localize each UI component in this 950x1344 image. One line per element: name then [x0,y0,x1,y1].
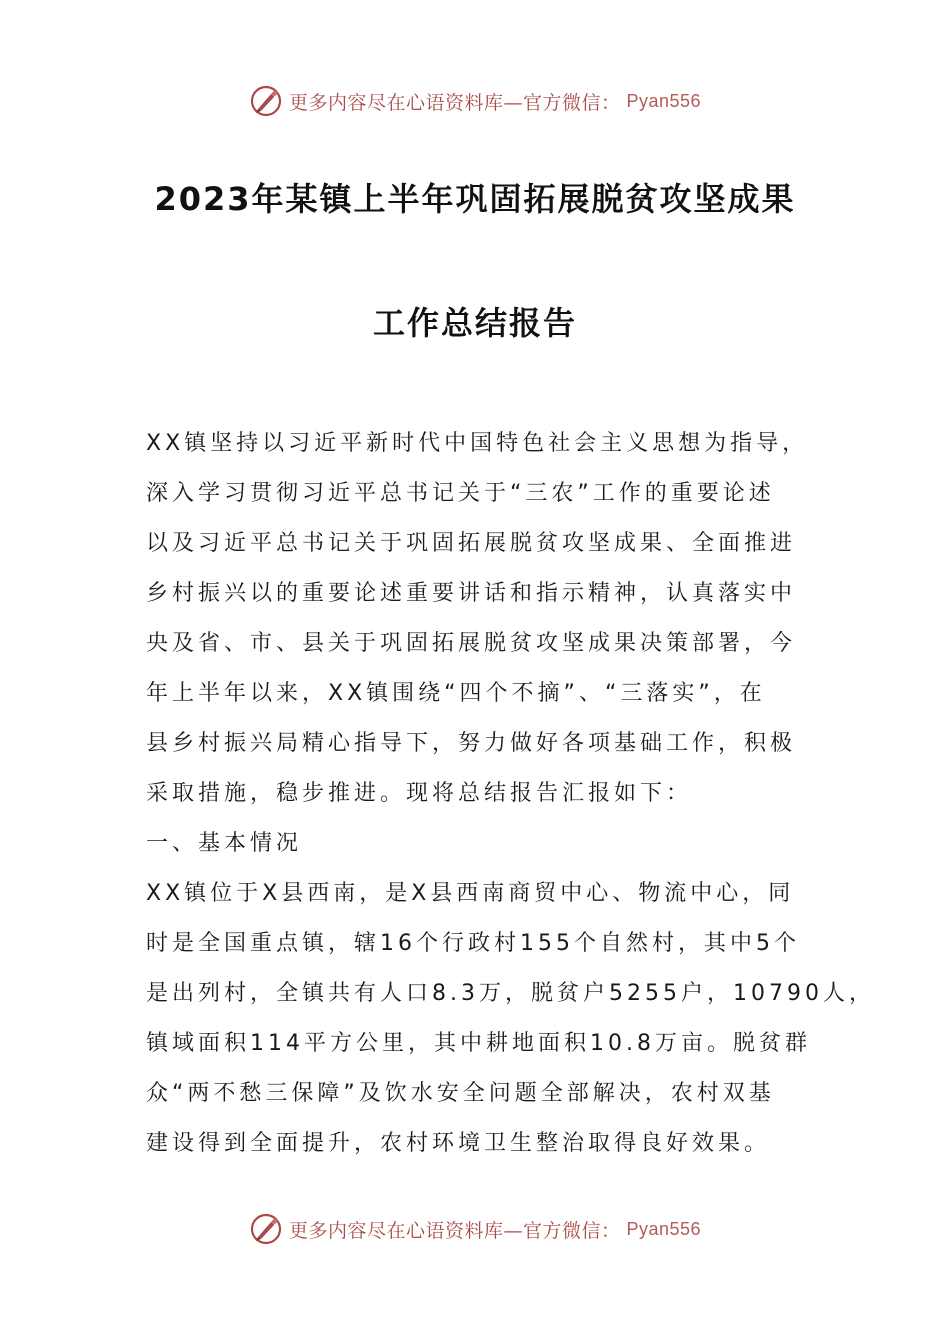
pen-logo-icon [249,84,283,118]
document-title-line-1: 2023年某镇上半年巩固拓展脱贫攻坚成果 [154,180,796,218]
body-line: 以及习近平总书记关于巩固拓展脱贫攻坚成果、全面推进 [146,531,797,556]
watermark-id: Pyan556 [626,90,702,111]
body-line: XX镇坚持以习近平新时代中国特色社会主义思想为指导， [146,431,809,456]
watermark-footer [0,1212,950,1246]
body-line: 乡村振兴以的重要论述重要讲话和指示精神，认真落实中 [146,581,797,606]
document-title-line-2: 工作总结报告 [372,304,577,342]
section-heading: 一、基本情况 [146,831,303,856]
document-body [146,419,875,1169]
pen-logo-icon [249,1212,283,1246]
body-line: 央及省、市、县关于巩固拓展脱贫攻坚成果决策部署，今 [146,631,797,656]
watermark-id: Pyan556 [626,1218,702,1239]
body-line: 深入学习贯彻习近平总书记关于“三农”工作的重要论述 [146,481,775,506]
body-line: 是出列村，全镇共有人口8.3万，脱贫户5255户，10790人， [146,981,875,1006]
body-line: 建设得到全面提升，农村环境卫生整治取得良好效果。 [146,1131,771,1156]
body-line: 众“两不愁三保障”及饮水安全问题全部解决，农村双基 [146,1081,775,1106]
body-line: 采取措施，稳步推进。现将总结报告汇报如下： [146,781,693,806]
body-line: 年上半年以来，XX镇围绕“四个不摘”、“三落实”，在 [146,681,766,706]
body-line: 时是全国重点镇，辖16个行政村155个自然村，其中5个 [146,931,800,956]
body-line: 县乡村振兴局精心指导下，努力做好各项基础工作，积极 [146,731,797,756]
watermark-header [0,84,950,118]
watermark-text: 更多内容尽在心语资料库—官方微信： [288,1219,621,1242]
body-line: 镇域面积114平方公里，其中耕地面积10.8万亩。脱贫群 [146,1031,811,1056]
body-line: XX镇位于X县西南，是X县西南商贸中心、物流中心，同 [146,881,795,906]
watermark-text: 更多内容尽在心语资料库—官方微信： [288,91,621,114]
